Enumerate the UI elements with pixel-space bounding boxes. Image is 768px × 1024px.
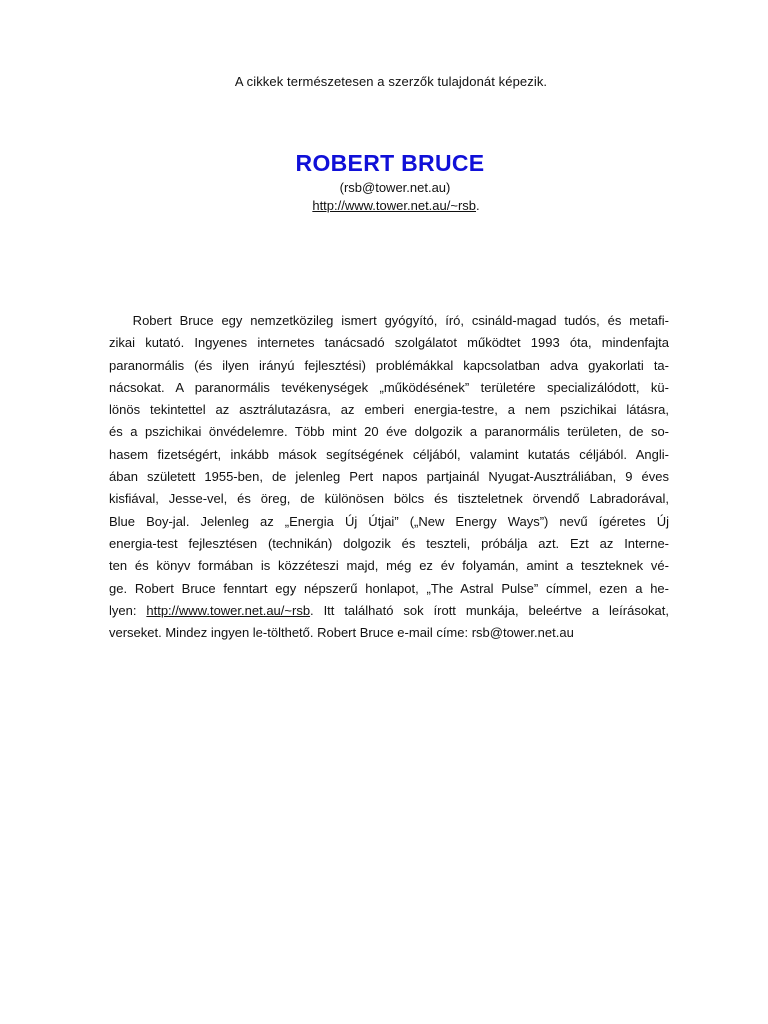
author-url-line bbox=[0, 198, 768, 213]
bio-line: paranormális (és ilyen irányú fejlesztési) problémákkal kapcsolatban adva gyakorlati ta- bbox=[109, 357, 669, 373]
bio-line: hasem fizetségért, inkább mások segítségének céljából, valamint kutatás céljából. Angli- bbox=[109, 446, 669, 462]
bio-last-line: verseket. Mindez ingyen le-tölthető. Robert Bruce e-mail címe: rsb@tower.net.au bbox=[109, 625, 574, 641]
bio-line: ten és könyv formában is közzéteszi majd, még ez év folyamán, amint a teszteknek vé- bbox=[109, 558, 669, 574]
bio-line: Blue Boy-jal. Jelenleg az „Energia Új Útjai” („New Energy Ways”) nevű ígéretes Új bbox=[109, 513, 669, 529]
bio-line: kisfiával, Jesse-vel, és öreg, de különösen bölcs és tiszteletnek örvendő Labradorával, bbox=[109, 491, 669, 507]
bio-line: zikai kutató. Ingyenes internetes tanácsadó szolgálatot működtet 1993 óta, mindenfajta bbox=[109, 335, 669, 351]
bio-link-prefix: lyen: bbox=[109, 602, 147, 618]
bio-homepage-link[interactable]: http://www.tower.net.au/~rsb bbox=[146, 602, 311, 618]
bio-link-line bbox=[109, 600, 669, 622]
author-biography bbox=[109, 310, 669, 644]
author-name-heading: ROBERT BRUCE bbox=[295, 150, 485, 176]
author-email: (rsb@tower.net.au) bbox=[339, 180, 451, 195]
bio-line: energia-test fejlesztésen (technikán) dolgozik és teszteli, próbálja azt. Ezt az Interne- bbox=[109, 535, 669, 551]
bio-line: és a pszichikai önvédelemre. Több mint 20 éve dolgozik a paranormális területen, de so- bbox=[109, 424, 669, 440]
bio-line: Robert Bruce egy nemzetközileg ismert gyógyító, író, csináld-magad tudós, és metafi- bbox=[109, 313, 669, 328]
bio-line: lönös tekintettel az asztrálutazásra, az emberi energia-testre, a nem pszichikai látásra, bbox=[109, 402, 669, 418]
author-homepage-link[interactable]: http://www.tower.net.au/~rsb bbox=[312, 198, 477, 213]
author-url-suffix: . bbox=[476, 198, 480, 213]
bio-line: ge. Robert Bruce fenntart egy népszerű honlapot, „The Astral Pulse” címmel, ezen a he- bbox=[109, 580, 669, 596]
bio-line: nácsokat. A paranormális tevékenységek „működésének” területére specializálódott, kü- bbox=[109, 379, 669, 395]
bio-link-suffix: . Itt található sok írott munkája, beleértve a leírásokat, bbox=[310, 602, 669, 618]
copyright-notice: A cikkek természetesen a szerzők tulajdonát képezik. bbox=[234, 74, 548, 89]
bio-line: ában született 1955-ben, de jelenleg Pert napos partjainál Nyugat-Ausztráliában, 9 éves bbox=[109, 469, 669, 485]
